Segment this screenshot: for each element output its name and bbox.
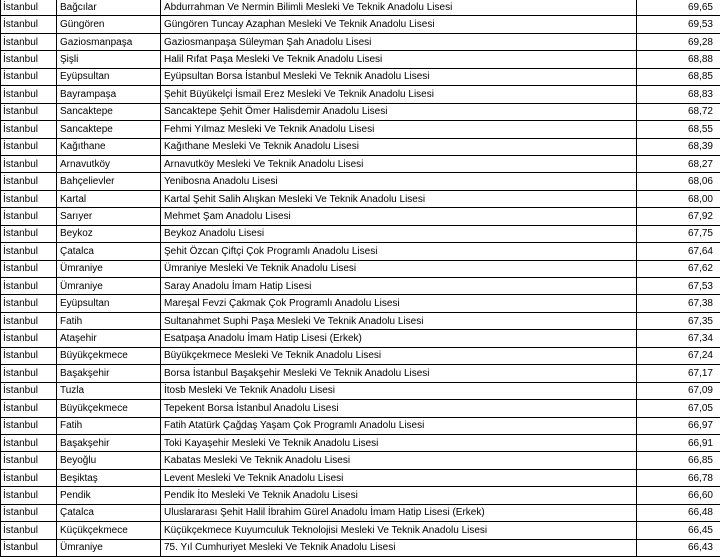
school-name-cell: Gaziosmanpaşa Süleyman Şah Anadolu Lisesi	[161, 33, 637, 50]
school-name-cell: Fatih Atatürk Çağdaş Yaşam Çok Programlı Anadolu Lisesi	[161, 417, 637, 434]
city-cell: İstanbul	[1, 260, 57, 277]
district-cell: Pendik	[57, 487, 161, 504]
school-name-cell: Şehit Büyükelçi İsmail Erez Mesleki Ve Teknik Anadolu Lisesi	[161, 86, 637, 103]
school-name-cell: Sancaktepe Şehit Ömer Halisdemir Anadolu Lisesi	[161, 103, 637, 120]
table-row	[1, 155, 720, 172]
school-name-cell: Borsa İstanbul Başakşehir Mesleki Ve Teknik Anadolu Lisesi	[161, 365, 637, 382]
score-cell: 69,28	[637, 33, 720, 50]
district-cell: Güngören	[57, 16, 161, 33]
school-name-cell: Güngören Tuncay Azaphan Mesleki Ve Teknik Anadolu Lisesi	[161, 16, 637, 33]
city-cell: İstanbul	[1, 243, 57, 260]
score-cell: 68,83	[637, 86, 720, 103]
school-name-cell: 75. Yıl Cumhuriyet Mesleki Ve Teknik Anadolu Lisesi	[161, 539, 637, 556]
district-cell: Beykoz	[57, 225, 161, 242]
city-cell: İstanbul	[1, 103, 57, 120]
score-cell: 66,45	[637, 522, 720, 539]
district-cell: Kartal	[57, 190, 161, 207]
city-cell: İstanbul	[1, 469, 57, 486]
school-name-cell: Arnavutköy Mesleki Ve Teknik Anadolu Lisesi	[161, 155, 637, 172]
score-cell: 68,00	[637, 190, 720, 207]
district-cell: Bağcılar	[57, 0, 161, 16]
table-row	[1, 487, 720, 504]
city-cell: İstanbul	[1, 539, 57, 556]
district-cell: Başakşehir	[57, 365, 161, 382]
city-cell: İstanbul	[1, 504, 57, 521]
score-cell: 67,64	[637, 243, 720, 260]
score-cell: 67,09	[637, 382, 720, 399]
table-row	[1, 452, 720, 469]
score-cell: 66,60	[637, 487, 720, 504]
district-cell: Sancaktepe	[57, 103, 161, 120]
table-row	[1, 278, 720, 295]
district-cell: Fatih	[57, 312, 161, 329]
city-cell: İstanbul	[1, 190, 57, 207]
table-row	[1, 330, 720, 347]
city-cell: İstanbul	[1, 138, 57, 155]
district-cell: Sarıyer	[57, 208, 161, 225]
school-name-cell: Toki Kayaşehir Mesleki Ve Teknik Anadolu Lisesi	[161, 434, 637, 451]
score-cell: 66,97	[637, 417, 720, 434]
city-cell: İstanbul	[1, 347, 57, 364]
school-name-cell: Fehmi Yılmaz Mesleki Ve Teknik Anadolu Lisesi	[161, 121, 637, 138]
district-cell: Büyükçekmece	[57, 347, 161, 364]
table-row	[1, 190, 720, 207]
district-cell: Büyükçekmece	[57, 400, 161, 417]
district-cell: Bayrampaşa	[57, 86, 161, 103]
score-cell: 68,27	[637, 155, 720, 172]
score-cell: 68,85	[637, 68, 720, 85]
score-cell: 67,92	[637, 208, 720, 225]
table-row	[1, 382, 720, 399]
school-name-cell: Mehmet Şam Anadolu Lisesi	[161, 208, 637, 225]
school-name-cell: Kartal Şehit Salih Alışkan Mesleki Ve Teknik Anadolu Lisesi	[161, 190, 637, 207]
table-row	[1, 51, 720, 68]
table-body	[1, 0, 720, 557]
score-cell: 67,53	[637, 278, 720, 295]
district-cell: Eyüpsultan	[57, 295, 161, 312]
table-row	[1, 260, 720, 277]
score-cell: 67,35	[637, 312, 720, 329]
score-cell: 68,06	[637, 173, 720, 190]
score-cell: 68,88	[637, 51, 720, 68]
city-cell: İstanbul	[1, 0, 57, 16]
district-cell: Çatalca	[57, 243, 161, 260]
table-row	[1, 243, 720, 260]
score-cell: 67,38	[637, 295, 720, 312]
table-row	[1, 0, 720, 16]
table-row	[1, 312, 720, 329]
district-cell: Tuzla	[57, 382, 161, 399]
school-name-cell: Kağıthane Mesleki Ve Teknik Anadolu Lisesi	[161, 138, 637, 155]
table-row	[1, 33, 720, 50]
score-cell: 68,72	[637, 103, 720, 120]
school-name-cell: Halil Rıfat Paşa Mesleki Ve Teknik Anadolu Lisesi	[161, 51, 637, 68]
score-cell: 67,24	[637, 347, 720, 364]
school-name-cell: İtosb Mesleki Ve Teknik Anadolu Lisesi	[161, 382, 637, 399]
city-cell: İstanbul	[1, 312, 57, 329]
table-row	[1, 434, 720, 451]
district-cell: Arnavutköy	[57, 155, 161, 172]
city-cell: İstanbul	[1, 16, 57, 33]
table-row	[1, 417, 720, 434]
district-cell: Başakşehir	[57, 434, 161, 451]
district-cell: Sancaktepe	[57, 121, 161, 138]
district-cell: Ümraniye	[57, 260, 161, 277]
table-row	[1, 86, 720, 103]
district-cell: Küçükçekmece	[57, 522, 161, 539]
district-cell: Ataşehir	[57, 330, 161, 347]
score-cell: 69,53	[637, 16, 720, 33]
score-cell: 66,48	[637, 504, 720, 521]
city-cell: İstanbul	[1, 382, 57, 399]
table-row	[1, 138, 720, 155]
school-name-cell: Esatpaşa Anadolu İmam Hatip Lisesi (Erkek)	[161, 330, 637, 347]
district-cell: Ümraniye	[57, 278, 161, 295]
table-row	[1, 400, 720, 417]
score-cell: 69,65	[637, 0, 720, 16]
table-row	[1, 469, 720, 486]
city-cell: İstanbul	[1, 208, 57, 225]
district-cell: Gaziosmanpaşa	[57, 33, 161, 50]
score-cell: 68,55	[637, 121, 720, 138]
city-cell: İstanbul	[1, 400, 57, 417]
school-name-cell: Pendik İto Mesleki Ve Teknik Anadolu Lisesi	[161, 487, 637, 504]
city-cell: İstanbul	[1, 522, 57, 539]
district-cell: Beşiktaş	[57, 469, 161, 486]
school-name-cell: Küçükçekmece Kuyumculuk Teknolojisi Mesleki Ve Teknik Anadolu Lisesi	[161, 522, 637, 539]
school-name-cell: Uluslararası Şehit Halil İbrahim Gürel Anadolu İmam Hatip Lisesi (Erkek)	[161, 504, 637, 521]
score-cell: 66,78	[637, 469, 720, 486]
table-row	[1, 173, 720, 190]
city-cell: İstanbul	[1, 86, 57, 103]
score-cell: 66,91	[637, 434, 720, 451]
score-cell: 67,05	[637, 400, 720, 417]
district-cell: Fatih	[57, 417, 161, 434]
table-row	[1, 16, 720, 33]
table-row	[1, 522, 720, 539]
city-cell: İstanbul	[1, 51, 57, 68]
city-cell: İstanbul	[1, 452, 57, 469]
district-cell: Bahçelievler	[57, 173, 161, 190]
school-name-cell: Sultanahmet Suphi Paşa Mesleki Ve Teknik Anadolu Lisesi	[161, 312, 637, 329]
table-row	[1, 121, 720, 138]
city-cell: İstanbul	[1, 417, 57, 434]
city-cell: İstanbul	[1, 121, 57, 138]
district-cell: Kağıthane	[57, 138, 161, 155]
school-name-cell: Abdurrahman Ve Nermin Bilimli Mesleki Ve Teknik Anadolu Lisesi	[161, 0, 637, 16]
city-cell: İstanbul	[1, 487, 57, 504]
school-name-cell: Eyüpsultan Borsa İstanbul Mesleki Ve Teknik Anadolu Lisesi	[161, 68, 637, 85]
city-cell: İstanbul	[1, 330, 57, 347]
school-name-cell: Levent Mesleki Ve Teknik Anadolu Lisesi	[161, 469, 637, 486]
city-cell: İstanbul	[1, 295, 57, 312]
score-cell: 67,75	[637, 225, 720, 242]
table-row	[1, 208, 720, 225]
city-cell: İstanbul	[1, 225, 57, 242]
school-name-cell: Mareşal Fevzi Çakmak Çok Programlı Anadolu Lisesi	[161, 295, 637, 312]
score-cell: 68,39	[637, 138, 720, 155]
city-cell: İstanbul	[1, 173, 57, 190]
school-name-cell: Ümraniye Mesleki Ve Teknik Anadolu Lisesi	[161, 260, 637, 277]
score-cell: 67,34	[637, 330, 720, 347]
city-cell: İstanbul	[1, 33, 57, 50]
city-cell: İstanbul	[1, 434, 57, 451]
school-name-cell: Büyükçekmece Mesleki Ve Teknik Anadolu Lisesi	[161, 347, 637, 364]
school-name-cell: Şehit Özcan Çiftçi Çok Programlı Anadolu Lisesi	[161, 243, 637, 260]
score-cell: 67,62	[637, 260, 720, 277]
table-row	[1, 103, 720, 120]
district-cell: Ümraniye	[57, 539, 161, 556]
table-row	[1, 539, 720, 556]
school-name-cell: Beykoz Anadolu Lisesi	[161, 225, 637, 242]
score-cell: 67,17	[637, 365, 720, 382]
table-row	[1, 504, 720, 521]
table-row	[1, 68, 720, 85]
school-name-cell: Yenibosna Anadolu Lisesi	[161, 173, 637, 190]
district-cell: Şişli	[57, 51, 161, 68]
school-name-cell: Kabatas Mesleki Ve Teknik Anadolu Lisesi	[161, 452, 637, 469]
table-row	[1, 347, 720, 364]
school-name-cell: Tepekent Borsa İstanbul Anadolu Lisesi	[161, 400, 637, 417]
city-cell: İstanbul	[1, 278, 57, 295]
school-name-cell: Saray Anadolu İmam Hatip Lisesi	[161, 278, 637, 295]
score-cell: 66,85	[637, 452, 720, 469]
district-cell: Eyüpsultan	[57, 68, 161, 85]
city-cell: İstanbul	[1, 365, 57, 382]
table-row	[1, 225, 720, 242]
district-cell: Beyoğlu	[57, 452, 161, 469]
table-row	[1, 295, 720, 312]
district-cell: Çatalca	[57, 504, 161, 521]
city-cell: İstanbul	[1, 155, 57, 172]
score-cell: 66,43	[637, 539, 720, 556]
city-cell: İstanbul	[1, 68, 57, 85]
table-row	[1, 365, 720, 382]
